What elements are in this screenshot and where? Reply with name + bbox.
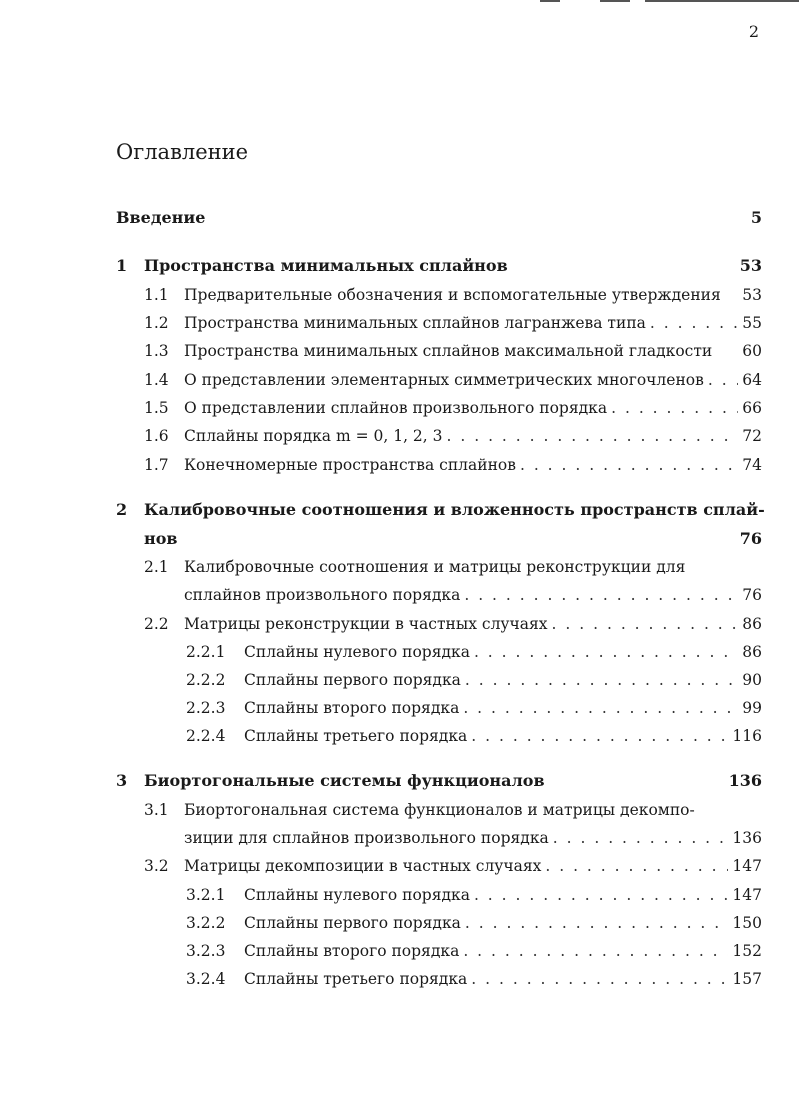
- section-number: 1.4: [144, 371, 169, 389]
- toc-subsection[interactable]: [186, 885, 762, 905]
- leader-dots: [471, 969, 728, 989]
- leader-dots: [465, 670, 738, 690]
- leader-dots: [463, 941, 728, 961]
- toc-subsection[interactable]: [186, 642, 762, 662]
- section-title: Пространства минимальных сплайнов максимальной гладкости: [184, 342, 713, 360]
- toc-subsection[interactable]: [186, 726, 762, 746]
- subsection-title: Сплайны первого порядка: [244, 671, 461, 689]
- section-number: 2.1: [144, 558, 169, 576]
- subsection-number: 2.2.1: [186, 643, 226, 661]
- section-page: 64: [742, 371, 762, 389]
- section-number: 1.6: [144, 427, 169, 445]
- section-page: 55: [742, 314, 762, 332]
- subsection-page: 90: [742, 671, 762, 689]
- chapter-page: 53: [739, 256, 762, 275]
- chapter-page: 76: [739, 529, 762, 548]
- toc-section[interactable]: [144, 800, 762, 820]
- leader-dots: [553, 828, 729, 848]
- subsection-number: 3.2.4: [186, 970, 226, 988]
- toc-section[interactable]: [144, 398, 762, 418]
- subsection-page: 147: [732, 886, 762, 904]
- leader-dots: [465, 913, 729, 933]
- subsection-page: 116: [732, 727, 762, 745]
- leader-dots: [474, 885, 728, 905]
- section-title: Биортогональная система функционалов и матрицы декомпо-: [184, 801, 695, 819]
- toc-subsection[interactable]: [186, 913, 762, 933]
- chapter-page: 136: [728, 771, 762, 790]
- scan-artifact: [645, 0, 799, 2]
- section-title: Матрицы декомпозиции в частных случаях: [184, 857, 542, 875]
- section-page: 76: [742, 586, 762, 604]
- section-page: 60: [742, 342, 762, 360]
- section-page: 66: [742, 399, 762, 417]
- leader-dots: [447, 426, 739, 446]
- leader-dots: [474, 642, 738, 662]
- section-number: 1.2: [144, 314, 169, 332]
- toc-section[interactable]: [144, 614, 762, 634]
- subsection-number: 3.2.1: [186, 886, 226, 904]
- toc-section-continued[interactable]: [184, 828, 762, 848]
- scan-artifact: [600, 0, 630, 2]
- toc-subsection[interactable]: [186, 698, 762, 718]
- section-title: Конечномерные пространства сплайнов: [184, 456, 516, 474]
- toc-section[interactable]: [144, 313, 762, 333]
- chapter-title: Калибровочные соотношения и вложенность пространств сплай-: [144, 500, 765, 519]
- subsection-page: 150: [732, 914, 762, 932]
- section-title-continued: зиции для сплайнов произвольного порядка: [184, 829, 549, 847]
- chapter-title: Биортогональные системы функционалов: [144, 771, 545, 790]
- section-title: Калибровочные соотношения и матрицы реконструкции для: [184, 558, 686, 576]
- toc-chapter[interactable]: [116, 500, 765, 520]
- section-title-continued: сплайнов произвольного порядка: [184, 586, 461, 604]
- subsection-number: 2.2.2: [186, 671, 226, 689]
- subsection-page: 152: [732, 942, 762, 960]
- section-page: 136: [732, 829, 762, 847]
- subsection-title: Сплайны нулевого порядка: [244, 643, 470, 661]
- subsection-number: 3.2.3: [186, 942, 226, 960]
- section-page: 147: [732, 857, 762, 875]
- toc-chapter[interactable]: [116, 256, 762, 276]
- toc-section[interactable]: [144, 455, 762, 475]
- subsection-page: 86: [742, 643, 762, 661]
- subsection-title: Сплайны третьего порядка: [244, 970, 468, 988]
- subsection-title: Сплайны третьего порядка: [244, 727, 468, 745]
- section-page: 72: [742, 427, 762, 445]
- leader-dots: [520, 455, 738, 475]
- section-number: 1.1: [144, 286, 169, 304]
- section-title: О представлении сплайнов произвольного порядка: [184, 399, 608, 417]
- toc-subsection[interactable]: [186, 969, 762, 989]
- toc-entry-introduction[interactable]: [116, 208, 762, 228]
- chapter-title-continued: нов: [144, 529, 178, 548]
- section-page: 86: [742, 615, 762, 633]
- subsection-title: Сплайны второго порядка: [244, 699, 460, 717]
- leader-dots: [545, 856, 728, 876]
- leader-dots: [464, 585, 738, 605]
- page-number: 2: [748, 22, 759, 41]
- section-title: Матрицы реконструкции в частных случаях: [184, 615, 548, 633]
- subsection-title: Сплайны первого порядка: [244, 914, 461, 932]
- leader-dots: [708, 370, 738, 390]
- toc-section[interactable]: [144, 370, 762, 390]
- section-number: 3.1: [144, 801, 169, 819]
- entry-title: Введение: [116, 208, 206, 227]
- subsection-title: Сплайны нулевого порядка: [244, 886, 470, 904]
- toc-chapter-continued[interactable]: [144, 529, 762, 549]
- subsection-title: Сплайны второго порядка: [244, 942, 460, 960]
- subsection-number: 2.2.3: [186, 699, 226, 717]
- section-number: 3.2: [144, 857, 169, 875]
- toc-subsection[interactable]: [186, 670, 762, 690]
- section-number: 1.5: [144, 399, 169, 417]
- section-title: Сплайны порядка m = 0, 1, 2, 3: [184, 427, 443, 445]
- toc-section[interactable]: [144, 557, 762, 577]
- toc-section[interactable]: [144, 426, 762, 446]
- scan-artifact: [540, 0, 560, 2]
- section-title: Предварительные обозначения и вспомогательные утверждения: [184, 286, 721, 304]
- leader-dots: [650, 313, 738, 333]
- section-page: 53: [742, 286, 762, 304]
- section-title: Пространства минимальных сплайнов лагранжева типа: [184, 314, 646, 332]
- chapter-title: Пространства минимальных сплайнов: [144, 256, 508, 275]
- entry-page: 5: [750, 208, 762, 227]
- chapter-number: 2: [116, 500, 128, 519]
- page-title: Оглавление: [116, 140, 249, 164]
- toc-chapter[interactable]: [116, 771, 762, 791]
- section-page: 74: [742, 456, 762, 474]
- leader-dots: [552, 614, 739, 634]
- section-number: 1.3: [144, 342, 169, 360]
- leader-dots: [471, 726, 728, 746]
- leader-dots: [463, 698, 738, 718]
- toc-subsection[interactable]: [186, 941, 762, 961]
- toc-section[interactable]: [144, 856, 762, 876]
- subsection-page: 99: [742, 699, 762, 717]
- leader-dots: [611, 398, 738, 418]
- subsection-page: 157: [732, 970, 762, 988]
- section-title: О представлении элементарных симметрических многочленов: [184, 371, 704, 389]
- subsection-number: 2.2.4: [186, 727, 226, 745]
- toc-section-continued[interactable]: [184, 585, 762, 605]
- section-number: 2.2: [144, 615, 169, 633]
- toc-section[interactable]: [144, 341, 762, 361]
- chapter-number: 3: [116, 771, 128, 790]
- toc-section[interactable]: [144, 285, 762, 305]
- section-number: 1.7: [144, 456, 169, 474]
- chapter-number: 1: [116, 256, 128, 275]
- subsection-number: 3.2.2: [186, 914, 226, 932]
